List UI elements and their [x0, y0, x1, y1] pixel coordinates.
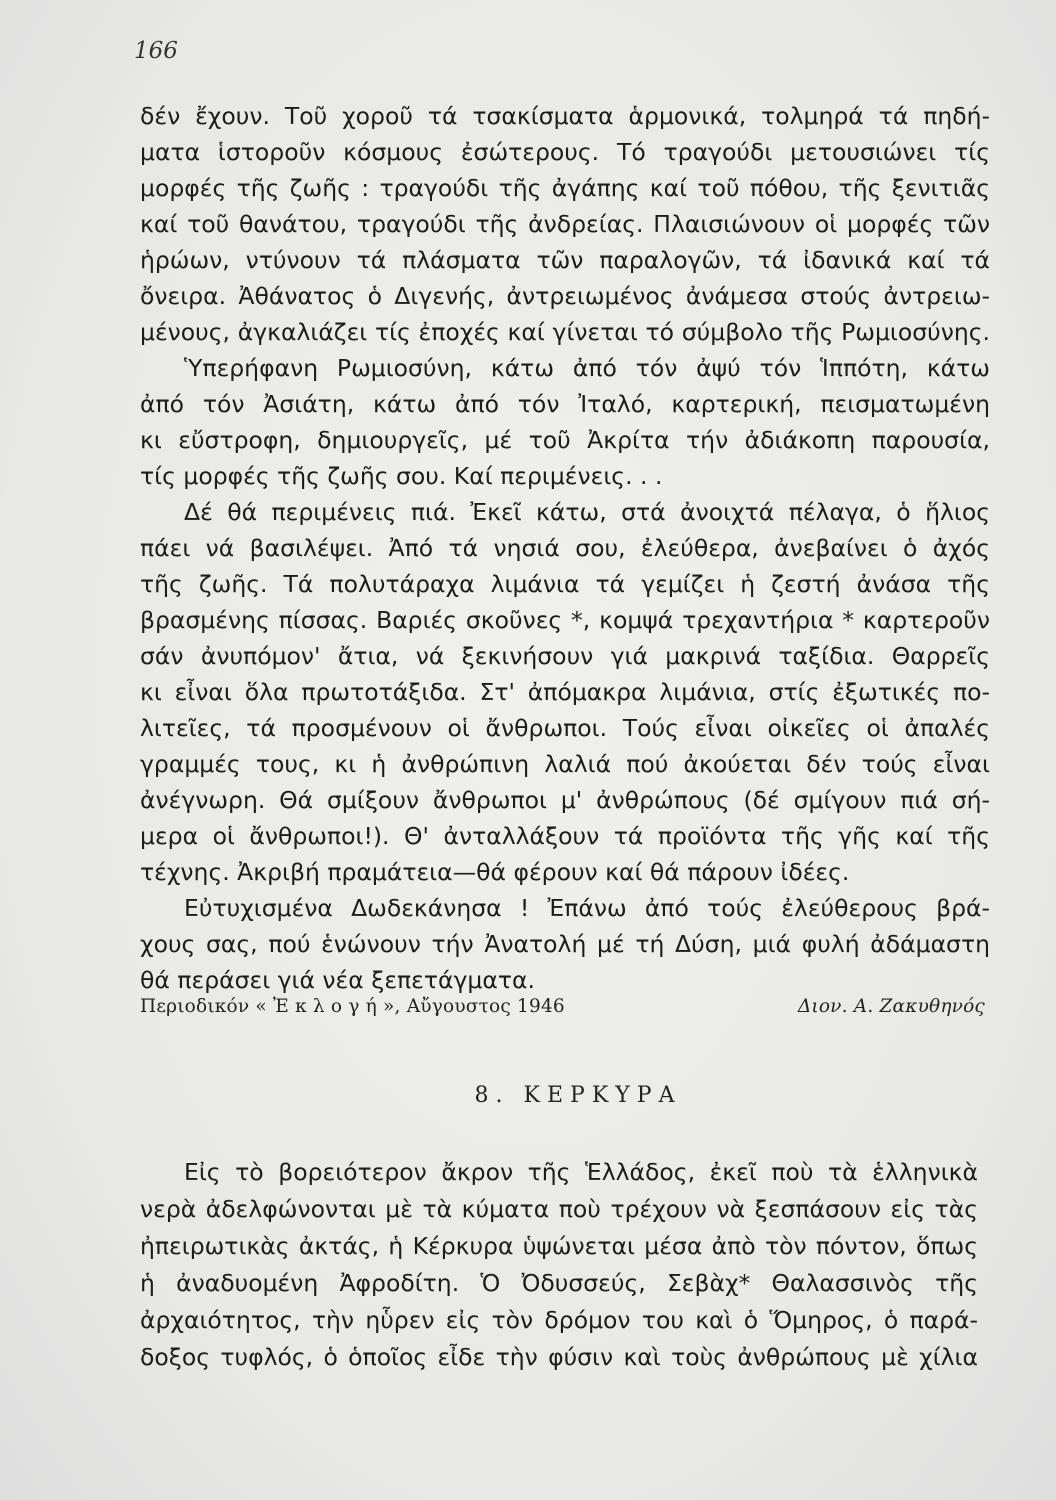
- text-line: κι εὔστροφη, δημιουργεῖς, μέ τοῦ Ἀκρίτα τήν ἀδιάκοπη παρουσία,: [140, 426, 990, 454]
- article-corfu-text: [140, 1154, 978, 1376]
- text-line: καί τοῦ θανάτου, τραγούδι τῆς ἀνδρείας. Πλαισιώνουν οἱ μορφές τῶν: [140, 210, 990, 238]
- text-line: Εὐτυχισμένα Δωδεκάνησα ! Ἐπάνω ἀπό τούς ἐλεύθερους βρά-: [184, 894, 990, 922]
- text-line: ἀπό τόν Ἀσιάτη, κάτω ἀπό τόν Ἰταλό, καρτερική, πεισματωμένη: [140, 390, 990, 418]
- text-line: τίς μορφές τῆς ζωῆς σου. Καί περιμένεις. . .: [140, 462, 663, 490]
- text-line: ματα ἱστοροῦν κόσμους ἐσώτερους. Τό τραγούδι μετουσιώνει τίς: [140, 138, 990, 166]
- text-line: Εἰς τὸ βορειότερον ἄκρον τῆς Ἑλλάδος, ἐκεῖ ποὺ τὰ ἑλληνικὰ: [184, 1158, 978, 1186]
- source-citation: Περιοδικόν « Ἐ κ λ ο γ ή », Αὔγουστος 1946: [140, 996, 565, 1017]
- text-line: θά περάσει γιά νέα ξεπετάγματα.: [140, 966, 535, 994]
- text-line: ἀνέγνωρη. Θά σμίξουν ἄνθρωποι μ' ἀνθρώπους (δέ σμίγουν πιά σή-: [140, 786, 990, 814]
- author-name: Διον. Α. Ζακυθηνός: [797, 996, 985, 1017]
- text-line: νερὰ ἀδελφώνονται μὲ τὰ κύματα ποὺ τρέχουν νὰ ξεσπάσουν εἰς τὰς: [140, 1195, 978, 1223]
- text-line: ἡ ἀναδυομένη Ἀφροδίτη. Ὁ Ὀδυσσεύς, Σεβὰχ* Θαλασσινὸς τῆς: [140, 1269, 978, 1297]
- text-line: τέχνης. Ἀκριβή πραμάτεια—θά φέρουν καί θά πάρουν ἰδέες.: [140, 858, 850, 886]
- text-line: βρασμένης πίσσας. Βαριές σκοῦνες *, κομψά τρεχαντήρια * καρτεροῦν: [140, 606, 990, 634]
- text-line: γραμμές τους, κι ἡ ἀνθρώπινη λαλιά πού ἀκούεται δέν τούς εἶναι: [140, 750, 990, 778]
- page-number: 166: [134, 38, 178, 64]
- section-heading: 8. ΚΕΡΚΥΡΑ: [474, 1083, 682, 1108]
- text-line: Δέ θά περιμένεις πιά. Ἐκεῖ κάτω, στά ἀνοιχτά πέλαγα, ὁ ἥλιος: [184, 498, 990, 526]
- text-line: μένους, ἀγκαλιάζει τίς ἐποχές καί γίνεται τό σύμβολο τῆς Ρωμιοσύνης.: [140, 318, 990, 346]
- text-line: ἀρχαιότητος, τὴν ηὗρεν εἰς τὸν δρόμον του καὶ ὁ Ὅμηρος, ὁ παρά-: [140, 1306, 978, 1334]
- text-line: τῆς ζωῆς. Τά πολυτάραχα λιμάνια τά γεμίζει ἡ ζεστή ἀνάσα τῆς: [140, 570, 990, 598]
- text-line: ἠπειρωτικὰς ἀκτάς, ἡ Κέρκυρα ὑψώνεται μέσα ἀπὸ τὸν πόντον, ὅπως: [140, 1232, 978, 1260]
- source-citation-row: [140, 996, 985, 1017]
- article-dodecanese-text: [140, 98, 990, 998]
- text-line: χους σας, πού ἑνώνουν τήν Ἀνατολή μέ τή Δύση, μιά φυλή ἀδάμαστη: [140, 930, 990, 958]
- text-line: μερα οἱ ἄνθρωποι!). Θ' ἀνταλλάξουν τά προϊόντα τῆς γῆς καί τῆς: [140, 822, 990, 850]
- text-line: δέν ἔχουν. Τοῦ χοροῦ τά τσακίσματα ἁρμονικά, τολμηρά τά πηδή-: [140, 102, 990, 130]
- text-line: πάει νά βασιλέψει. Ἀπό τά νησιά σου, ἐλεύθερα, ἀνεβαίνει ὁ ἀχός: [140, 534, 990, 562]
- text-line: δοξος τυφλός, ὁ ὁποῖος εἶδε τὴν φύσιν καὶ τοὺς ἀνθρώπους μὲ χίλια: [140, 1343, 978, 1371]
- text-line: σάν ἀνυπόμον' ἄτια, νά ξεκινήσουν γιά μακρινά ταξίδια. Θαρρεῖς: [140, 642, 990, 670]
- text-line: ὄνειρα. Ἀθάνατος ὁ Διγενής, ἀντρειωμένος ἀνάμεσα στούς ἀντρειω-: [140, 282, 990, 310]
- text-line: μορφές τῆς ζωῆς : τραγούδι τῆς ἀγάπης καί τοῦ πόθου, τῆς ξενιτιᾶς: [140, 174, 990, 202]
- text-line: ἡρώων, ντύνουν τά πλάσματα τῶν παραλογῶν, τά ἰδανικά καί τά: [140, 246, 990, 274]
- text-line: λιτεῖες, τά προσμένουν οἱ ἄνθρωποι. Τούς εἶναι οἰκεῖες οἱ ἀπαλές: [140, 714, 990, 742]
- text-line: Ὑπερήφανη Ρωμιοσύνη, κάτω ἀπό τόν ἀψύ τόν Ἱππότη, κάτω: [184, 354, 990, 382]
- text-line: κι εἶναι ὅλα πρωτοτάξιδα. Στ' ἀπόμακρα λιμάνια, στίς ἐξωτικές πο-: [140, 678, 990, 706]
